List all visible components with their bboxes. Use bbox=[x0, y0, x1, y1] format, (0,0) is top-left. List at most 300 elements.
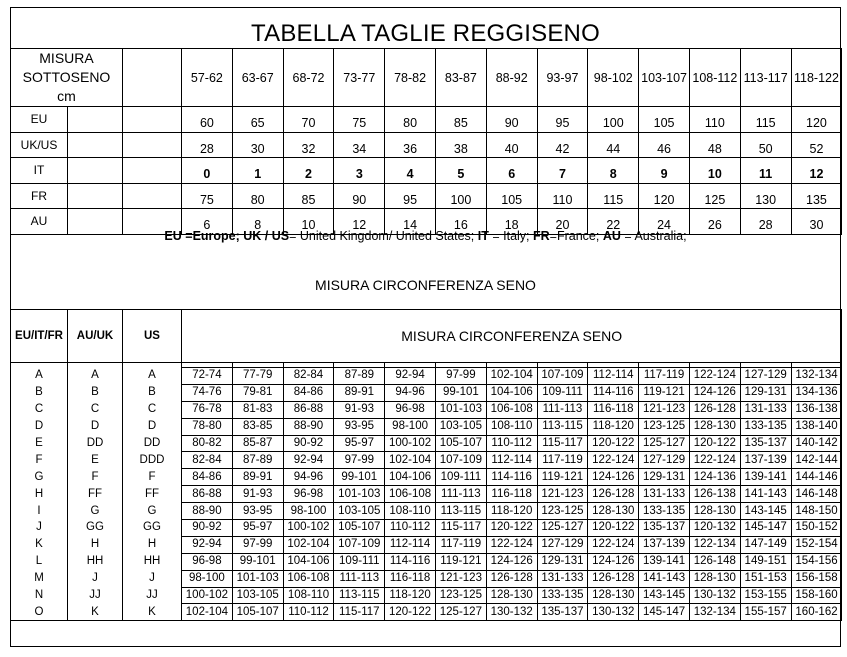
legend-au-val: = Australia; bbox=[620, 229, 687, 243]
bust-range: 118-120 bbox=[588, 418, 639, 435]
cup-us: A bbox=[123, 368, 182, 385]
bust-range: 120-122 bbox=[385, 604, 436, 621]
bust-range: 103-105 bbox=[435, 418, 486, 435]
bust-range: 95-97 bbox=[334, 435, 385, 452]
cup-eu: G bbox=[11, 469, 68, 486]
bust-range: 88-90 bbox=[283, 418, 334, 435]
cup-eu: E bbox=[11, 435, 68, 452]
bust-range: 137-139 bbox=[639, 536, 690, 553]
bust-range: 106-108 bbox=[385, 486, 436, 503]
bust-range: 76-78 bbox=[182, 401, 233, 418]
bust-range: 108-110 bbox=[283, 587, 334, 604]
size-system-label: IT bbox=[11, 158, 68, 184]
legend-it-val: = Italy; bbox=[488, 229, 533, 243]
size-blank-cell bbox=[68, 158, 123, 184]
cup-row bbox=[11, 435, 842, 452]
size-row bbox=[11, 132, 842, 158]
size-row bbox=[11, 183, 842, 209]
bust-range: 141-143 bbox=[639, 570, 690, 587]
bust-range: 124-126 bbox=[588, 553, 639, 570]
bust-range: 96-98 bbox=[385, 401, 436, 418]
cup-au-uk: FF bbox=[68, 486, 123, 503]
bust-range: 120-132 bbox=[689, 520, 740, 537]
cup-au-uk: J bbox=[68, 570, 123, 587]
cup-au-uk: K bbox=[68, 604, 123, 621]
size-system-label: AU bbox=[11, 209, 68, 235]
bust-range: 82-84 bbox=[182, 452, 233, 469]
cup-eu: H bbox=[11, 486, 68, 503]
size-value: 8 bbox=[232, 209, 283, 235]
bust-range: 136-138 bbox=[791, 401, 842, 418]
bust-range: 123-125 bbox=[537, 503, 588, 520]
bust-range: 115-117 bbox=[334, 604, 385, 621]
bust-range: 104-106 bbox=[283, 553, 334, 570]
bust-range: 126-128 bbox=[588, 486, 639, 503]
cup-us: C bbox=[123, 401, 182, 418]
bust-range: 150-152 bbox=[791, 520, 842, 537]
size-value: 75 bbox=[182, 183, 233, 209]
bust-range: 115-117 bbox=[537, 435, 588, 452]
cup-eu: F bbox=[11, 452, 68, 469]
cup-eu: I bbox=[11, 503, 68, 520]
bust-range: 112-114 bbox=[486, 452, 537, 469]
bust-range: 129-131 bbox=[537, 553, 588, 570]
size-value: 3 bbox=[334, 158, 385, 184]
bust-range: 100-102 bbox=[182, 587, 233, 604]
bust-range: 114-116 bbox=[385, 553, 436, 570]
bust-range: 128-130 bbox=[689, 503, 740, 520]
bust-range: 109-111 bbox=[537, 384, 588, 401]
bust-range: 87-89 bbox=[334, 368, 385, 385]
underbust-range: 103-107 bbox=[639, 49, 690, 107]
cup-row bbox=[11, 570, 842, 587]
bust-range: 93-95 bbox=[334, 418, 385, 435]
size-value: 16 bbox=[435, 209, 486, 235]
size-value: 34 bbox=[334, 132, 385, 158]
bust-range: 99-101 bbox=[334, 469, 385, 486]
bust-range: 133-135 bbox=[639, 503, 690, 520]
legend-uk-key: UK / US bbox=[243, 229, 290, 243]
size-value: 24 bbox=[639, 209, 690, 235]
cup-row bbox=[11, 604, 842, 621]
size-value: 130 bbox=[740, 183, 791, 209]
bust-range: 77-79 bbox=[232, 368, 283, 385]
legend-uk-val: = United Kingdom/ United States; bbox=[289, 229, 478, 243]
underbust-range: 98-102 bbox=[588, 49, 639, 107]
cup-eu: N bbox=[11, 587, 68, 604]
cup-eu: L bbox=[11, 553, 68, 570]
bust-range: 94-96 bbox=[385, 384, 436, 401]
size-value: 30 bbox=[232, 132, 283, 158]
size-value: 105 bbox=[486, 183, 537, 209]
bust-range: 140-142 bbox=[791, 435, 842, 452]
bust-range: 107-109 bbox=[435, 452, 486, 469]
legend-fr-val: =France; bbox=[549, 229, 603, 243]
bust-range: 89-91 bbox=[232, 469, 283, 486]
cup-row bbox=[11, 452, 842, 469]
bust-range: 144-146 bbox=[791, 469, 842, 486]
cup-au-uk: F bbox=[68, 469, 123, 486]
bust-range: 94-96 bbox=[283, 469, 334, 486]
bust-range: 74-76 bbox=[182, 384, 233, 401]
bust-range: 101-103 bbox=[435, 401, 486, 418]
bust-range: 78-80 bbox=[182, 418, 233, 435]
bust-range: 108-110 bbox=[486, 418, 537, 435]
bust-range: 127-129 bbox=[639, 452, 690, 469]
bust-range: 91-93 bbox=[334, 401, 385, 418]
underbust-range: 78-82 bbox=[385, 49, 436, 107]
size-value: 95 bbox=[537, 107, 588, 133]
bust-range: 122-124 bbox=[689, 368, 740, 385]
cup-us: DDD bbox=[123, 452, 182, 469]
bust-range: 126-128 bbox=[486, 570, 537, 587]
bust-range: 104-106 bbox=[385, 469, 436, 486]
size-value: 26 bbox=[689, 209, 740, 235]
bust-range: 90-92 bbox=[182, 520, 233, 537]
bust-range: 120-122 bbox=[588, 520, 639, 537]
bust-range: 128-130 bbox=[486, 587, 537, 604]
bust-range: 124-126 bbox=[486, 553, 537, 570]
bust-range: 117-119 bbox=[639, 368, 690, 385]
bust-range: 128-130 bbox=[689, 418, 740, 435]
bust-range: 147-149 bbox=[740, 536, 791, 553]
size-value: 2 bbox=[283, 158, 334, 184]
bust-range: 149-151 bbox=[740, 553, 791, 570]
bust-range: 127-129 bbox=[537, 536, 588, 553]
bust-range: 93-95 bbox=[232, 503, 283, 520]
country-legend bbox=[11, 229, 840, 243]
bust-range: 84-86 bbox=[182, 469, 233, 486]
bust-range: 99-101 bbox=[435, 384, 486, 401]
size-value: 50 bbox=[740, 132, 791, 158]
size-value: 7 bbox=[537, 158, 588, 184]
cup-au-uk: B bbox=[68, 384, 123, 401]
legend-au-key: AU bbox=[602, 229, 621, 243]
bust-range: 102-104 bbox=[486, 368, 537, 385]
size-value: 28 bbox=[182, 132, 233, 158]
bust-range: 113-115 bbox=[435, 503, 486, 520]
bust-range: 87-89 bbox=[232, 452, 283, 469]
cup-au-uk: D bbox=[68, 418, 123, 435]
tail-cell bbox=[11, 621, 842, 657]
bust-range: 111-113 bbox=[435, 486, 486, 503]
size-value: 110 bbox=[537, 183, 588, 209]
cup-row bbox=[11, 553, 842, 570]
size-value: 90 bbox=[334, 183, 385, 209]
bust-range: 102-104 bbox=[182, 604, 233, 621]
col-eu-it-fr: EU/IT/FR bbox=[11, 310, 68, 363]
bust-range: 107-109 bbox=[334, 536, 385, 553]
legend-eu-key: EU bbox=[164, 229, 182, 243]
bust-range: 152-154 bbox=[791, 536, 842, 553]
bust-range: 106-108 bbox=[486, 401, 537, 418]
bust-range: 103-105 bbox=[334, 503, 385, 520]
bust-range: 100-102 bbox=[385, 435, 436, 452]
bust-range: 98-100 bbox=[283, 503, 334, 520]
cup-us: J bbox=[123, 570, 182, 587]
bust-range: 145-147 bbox=[740, 520, 791, 537]
size-value: 80 bbox=[232, 183, 283, 209]
bust-range: 122-124 bbox=[588, 452, 639, 469]
cup-row bbox=[11, 536, 842, 553]
bust-range: 101-103 bbox=[334, 486, 385, 503]
bust-range: 72-74 bbox=[182, 368, 233, 385]
size-value: 95 bbox=[385, 183, 436, 209]
bust-range: 123-125 bbox=[639, 418, 690, 435]
underbust-range: 113-117 bbox=[740, 49, 791, 107]
bust-range: 132-134 bbox=[791, 368, 842, 385]
bust-range: 135-137 bbox=[639, 520, 690, 537]
cup-row bbox=[11, 384, 842, 401]
cup-au-uk: GG bbox=[68, 520, 123, 537]
bust-range: 122-124 bbox=[689, 452, 740, 469]
bust-range: 120-122 bbox=[486, 520, 537, 537]
size-blank-cell bbox=[123, 132, 182, 158]
legend-eu-val: =Europe; bbox=[181, 229, 244, 243]
bust-range: 123-125 bbox=[435, 587, 486, 604]
underbust-range: 57-62 bbox=[182, 49, 233, 107]
size-system-label: EU bbox=[11, 107, 68, 133]
bust-range: 137-139 bbox=[740, 452, 791, 469]
cup-eu: K bbox=[11, 536, 68, 553]
size-blank-cell bbox=[68, 183, 123, 209]
bust-range: 113-115 bbox=[537, 418, 588, 435]
bust-range: 90-92 bbox=[283, 435, 334, 452]
bust-range: 105-107 bbox=[334, 520, 385, 537]
bust-range: 131-133 bbox=[740, 401, 791, 418]
bust-range: 119-121 bbox=[435, 553, 486, 570]
bust-range: 92-94 bbox=[182, 536, 233, 553]
cup-eu: M bbox=[11, 570, 68, 587]
bust-range: 151-153 bbox=[740, 570, 791, 587]
bust-range: 124-136 bbox=[689, 469, 740, 486]
size-value: 105 bbox=[639, 107, 690, 133]
bust-range: 126-128 bbox=[588, 570, 639, 587]
bust-range: 129-131 bbox=[639, 469, 690, 486]
bust-range: 83-85 bbox=[232, 418, 283, 435]
bust-range: 103-105 bbox=[232, 587, 283, 604]
bust-range: 120-122 bbox=[689, 435, 740, 452]
bust-range: 143-145 bbox=[740, 503, 791, 520]
bust-range: 124-126 bbox=[689, 384, 740, 401]
size-value: 20 bbox=[537, 209, 588, 235]
size-value: 125 bbox=[689, 183, 740, 209]
cup-us: B bbox=[123, 384, 182, 401]
bust-range: 132-134 bbox=[689, 604, 740, 621]
bust-range: 117-119 bbox=[537, 452, 588, 469]
bust-range: 81-83 bbox=[232, 401, 283, 418]
bust-range: 135-137 bbox=[537, 604, 588, 621]
cup-us: H bbox=[123, 536, 182, 553]
bust-range: 110-112 bbox=[283, 604, 334, 621]
bust-range: 133-135 bbox=[740, 418, 791, 435]
bust-range: 139-141 bbox=[639, 553, 690, 570]
bust-range: 130-132 bbox=[486, 604, 537, 621]
bust-range: 126-148 bbox=[689, 553, 740, 570]
size-value: 100 bbox=[588, 107, 639, 133]
size-value: 28 bbox=[740, 209, 791, 235]
bust-range: 96-98 bbox=[283, 486, 334, 503]
size-value: 46 bbox=[639, 132, 690, 158]
cup-eu: D bbox=[11, 418, 68, 435]
bust-range: 102-104 bbox=[385, 452, 436, 469]
cup-au-uk: A bbox=[68, 368, 123, 385]
bust-range: 138-140 bbox=[791, 418, 842, 435]
underbust-header-row bbox=[11, 49, 842, 107]
size-value: 12 bbox=[791, 158, 842, 184]
bust-range: 128-130 bbox=[588, 587, 639, 604]
bust-range: 86-88 bbox=[283, 401, 334, 418]
bust-range: 111-113 bbox=[537, 401, 588, 418]
bust-range: 126-128 bbox=[689, 401, 740, 418]
bust-range: 142-144 bbox=[791, 452, 842, 469]
cup-us: F bbox=[123, 469, 182, 486]
bust-range: 100-102 bbox=[283, 520, 334, 537]
bust-range: 104-106 bbox=[486, 384, 537, 401]
bust-range: 109-111 bbox=[435, 469, 486, 486]
bust-range: 129-131 bbox=[740, 384, 791, 401]
bust-range: 89-91 bbox=[334, 384, 385, 401]
bust-range: 109-111 bbox=[334, 553, 385, 570]
bust-range: 126-138 bbox=[689, 486, 740, 503]
size-value: 100 bbox=[435, 183, 486, 209]
bust-range: 110-112 bbox=[385, 520, 436, 537]
underbust-table bbox=[10, 48, 842, 235]
size-value: 5 bbox=[435, 158, 486, 184]
bust-range: 153-155 bbox=[740, 587, 791, 604]
cup-us: FF bbox=[123, 486, 182, 503]
cup-au-uk: H bbox=[68, 536, 123, 553]
bust-range: 139-141 bbox=[740, 469, 791, 486]
bust-range: 145-147 bbox=[639, 604, 690, 621]
bust-range: 154-156 bbox=[791, 553, 842, 570]
cup-eu: A bbox=[11, 368, 68, 385]
size-value: 40 bbox=[486, 132, 537, 158]
underbust-range: 118-122 bbox=[791, 49, 842, 107]
bust-range: 118-120 bbox=[385, 587, 436, 604]
cup-eu: C bbox=[11, 401, 68, 418]
size-value: 60 bbox=[182, 107, 233, 133]
bust-range: 115-117 bbox=[435, 520, 486, 537]
bust-range: 102-104 bbox=[283, 536, 334, 553]
cup-us: HH bbox=[123, 553, 182, 570]
size-blank-cell bbox=[123, 158, 182, 184]
bust-range: 105-107 bbox=[435, 435, 486, 452]
size-value: 36 bbox=[385, 132, 436, 158]
bust-range: 120-122 bbox=[588, 435, 639, 452]
legend-fr-key: FR bbox=[533, 229, 550, 243]
underbust-range: 68-72 bbox=[283, 49, 334, 107]
cup-eu: J bbox=[11, 520, 68, 537]
cup-row bbox=[11, 418, 842, 435]
cup-row bbox=[11, 486, 842, 503]
size-row bbox=[11, 107, 842, 133]
bust-range: 127-129 bbox=[740, 368, 791, 385]
size-value: 18 bbox=[486, 209, 537, 235]
cup-us: D bbox=[123, 418, 182, 435]
size-value: 12 bbox=[334, 209, 385, 235]
bust-range: 130-132 bbox=[689, 587, 740, 604]
bust-range: 122-124 bbox=[486, 536, 537, 553]
bust-range: 131-133 bbox=[639, 486, 690, 503]
underbust-header-label bbox=[11, 49, 123, 107]
bust-range: 117-119 bbox=[435, 536, 486, 553]
size-row bbox=[11, 158, 842, 184]
bust-range: 119-121 bbox=[537, 469, 588, 486]
bust-range: 111-113 bbox=[334, 570, 385, 587]
bust-range: 112-114 bbox=[588, 368, 639, 385]
bust-range: 158-160 bbox=[791, 587, 842, 604]
bust-range: 97-99 bbox=[435, 368, 486, 385]
bust-range: 155-157 bbox=[740, 604, 791, 621]
bust-range: 114-116 bbox=[486, 469, 537, 486]
size-value: 10 bbox=[689, 158, 740, 184]
size-system-label: FR bbox=[11, 183, 68, 209]
cup-row bbox=[11, 368, 842, 385]
size-value: 80 bbox=[385, 107, 436, 133]
bust-range: 116-118 bbox=[588, 401, 639, 418]
cup-us: DD bbox=[123, 435, 182, 452]
bust-range: 113-115 bbox=[334, 587, 385, 604]
size-value: 85 bbox=[283, 183, 334, 209]
cup-row bbox=[11, 401, 842, 418]
bust-range: 85-87 bbox=[232, 435, 283, 452]
underbust-label-line1: MISURA SOTTOSENO bbox=[22, 50, 111, 85]
bust-range: 125-127 bbox=[537, 520, 588, 537]
bust-range: 106-108 bbox=[283, 570, 334, 587]
bust-range: 114-116 bbox=[588, 384, 639, 401]
size-system-label: UK/US bbox=[11, 132, 68, 158]
size-value: 70 bbox=[283, 107, 334, 133]
bust-range: 82-84 bbox=[283, 368, 334, 385]
bust-range: 156-158 bbox=[791, 570, 842, 587]
bust-range: 124-126 bbox=[588, 469, 639, 486]
size-blank-cell bbox=[68, 132, 123, 158]
col-us: US bbox=[123, 310, 182, 363]
size-value: 9 bbox=[639, 158, 690, 184]
bust-range: 107-109 bbox=[537, 368, 588, 385]
bust-range: 125-127 bbox=[435, 604, 486, 621]
bust-range: 118-120 bbox=[486, 503, 537, 520]
size-value: 115 bbox=[588, 183, 639, 209]
cup-eu: B bbox=[11, 384, 68, 401]
bust-range: 128-130 bbox=[588, 503, 639, 520]
bust-range: 122-124 bbox=[588, 536, 639, 553]
bust-range: 116-118 bbox=[486, 486, 537, 503]
cup-au-uk: G bbox=[68, 503, 123, 520]
cup-au-uk: C bbox=[68, 401, 123, 418]
size-value: 48 bbox=[689, 132, 740, 158]
bust-range: 105-107 bbox=[232, 604, 283, 621]
underbust-header-blank bbox=[123, 49, 182, 107]
bust-table bbox=[10, 309, 842, 657]
underbust-range: 83-87 bbox=[435, 49, 486, 107]
size-value: 22 bbox=[588, 209, 639, 235]
bust-range: 128-130 bbox=[689, 570, 740, 587]
bust-caption: MISURA CIRCONFERENZA SENO bbox=[182, 310, 842, 363]
size-value: 32 bbox=[283, 132, 334, 158]
underbust-label-line2: cm bbox=[57, 88, 76, 104]
size-value: 6 bbox=[486, 158, 537, 184]
bust-range: 130-132 bbox=[588, 604, 639, 621]
bust-range: 116-118 bbox=[385, 570, 436, 587]
bust-range: 108-110 bbox=[385, 503, 436, 520]
bust-range: 101-103 bbox=[232, 570, 283, 587]
legend-it-key: IT bbox=[477, 229, 489, 243]
bust-range: 80-82 bbox=[182, 435, 233, 452]
size-value: 8 bbox=[588, 158, 639, 184]
bust-range: 98-100 bbox=[385, 418, 436, 435]
